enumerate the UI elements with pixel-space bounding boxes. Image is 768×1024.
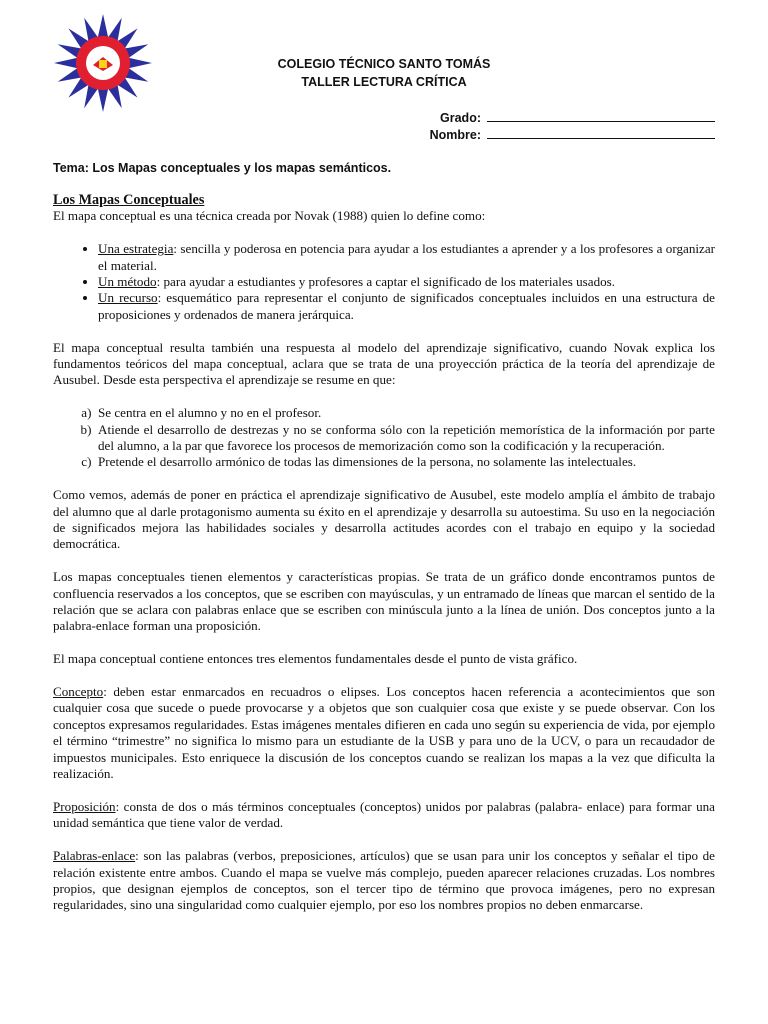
- paragraph: Como vemos, además de poner en práctica el aprendizaje significativo de Ausubel, este modelo amplía el ámbito de trabajo del alumno que al darle protagonismo aumenta su éxito en el aprendizaje y desarrolla su autoestima. Su uso en la negociación de significados mejora las habilidades sociales y desarrolla actitudes acordes con el trabajo en equipo y la sociedad democrática.: [53, 487, 715, 552]
- name-field: [400, 126, 715, 142]
- name-blank-line: [487, 126, 715, 139]
- intro-text: El mapa conceptual es una técnica creada por Novak (1988) quien lo define como:: [53, 208, 486, 224]
- paragraph: Los mapas conceptuales tienen elementos y características propias. Se trata de un gráfico donde encontramos puntos de confluencia reservados a los conceptos, que se escriben con mayúsculas, y un entramado de líneas que marcan el sentido de la relación que se aclara con palabras enlace que se escriben con minúscula junto a la línea de unión. Dos conceptos junto a la palabra-enlace forman una proposición.: [53, 569, 715, 634]
- bullet-term: Una estrategia: [98, 241, 174, 257]
- list-item: c. Pretende el desarrollo armónico de todas las dimensiones de la persona, no solamente las intelectuales.: [98, 454, 715, 470]
- grade-label: Grado:: [440, 111, 481, 125]
- list-item: a. Se centra en el alumno y no en el profesor.: [98, 405, 715, 421]
- paragraph: El mapa conceptual resulta también una respuesta al modelo del aprendizaje significativo, cuando Novak explica los fundamentos teóricos del mapa conceptual, aclara que se trata de una proyección práctica de la teoría del aprendizaje de Ausubel. Desde esta perspectiva el aprendizaje se resume en que:: [53, 339, 715, 388]
- workshop-title: TALLER LECTURA CRÍTICA: [301, 75, 467, 89]
- list-item: [98, 274, 715, 290]
- definition-text: : deben estar enmarcados en recuadros o elipses. Los conceptos hacen referencia a acontecimientos que son cualquier cosa que sucede o puede provocarse y a objetos que son cualquier cosa que existe y se puede observar. Con los conceptos expresamos regularidades. Estas imágenes mentales difieren en cada uno según su experiencia de vida, por ejemplo el término “trimestre” no significa lo mismo para un estudiante de la USB y para uno de la UCV, o para un recaudador de impuestos municipales. Esto enriquece la discusión de los conceptos cuando se realizan los mapas a la vez que dificulta la realización.: [53, 684, 715, 782]
- bullet-term: Un recurso: [98, 290, 158, 306]
- definition-text: : son las palabras (verbos, preposiciones, artículos) que se usan para unir los conceptos y señalar el tipo de relación existente entre ambos. Cuando el mapa se vuelve más complejo, pueden aparecer relaciones cruzadas. Los nombres propios, que designan ejemplos de conceptos, son el tercer tipo de término que provoca imágenes, pero no expresan regularidades, sino una singularidad como cualquier ejemplo, por eso los nombres propios no deben enmarcarse.: [53, 848, 715, 913]
- definition-term: Concepto: [53, 684, 104, 700]
- grade-field: [400, 109, 715, 125]
- definition-text: : consta de dos o más términos conceptuales (conceptos) unidos por palabras (palabra- enlace) para formar una unidad semántica que tiene valor de verdad.: [53, 798, 715, 831]
- definition-term: Proposición: [53, 798, 116, 814]
- list-item: [98, 290, 715, 323]
- list-item: b. Atiende el desarrollo de destrezas y no se conforma sólo con la repetición memorística de la información por parte del alumno, a la par que favorece los procesos de memorización como son la codificación y la recuperación.: [98, 422, 715, 455]
- definition-term: Palabras-enlace: [53, 848, 136, 864]
- grade-blank-line: [487, 109, 715, 122]
- name-label: Nombre:: [429, 128, 481, 142]
- bullet-text: : esquemático para representar el conjunto de significados conceptuales incluidos en una estructura de proposiciones y ordenados de manera jerárquica.: [98, 290, 715, 322]
- paragraph: El mapa conceptual contiene entonces tres elementos fundamentales desde el punto de vista gráfico.: [53, 651, 578, 667]
- concept-definition: [53, 684, 715, 782]
- school-name: COLEGIO TÉCNICO SANTO TOMÁS: [277, 57, 491, 71]
- document-body: [53, 192, 715, 930]
- bullet-term: Un método: [98, 274, 157, 290]
- bullet-text: : sencilla y poderosa en potencia para ayudar a los estudiantes a aprender y a los profesores a organizar el material.: [98, 241, 715, 273]
- proposition-definition: [53, 799, 715, 832]
- topic-heading: Tema: Los Mapas conceptuales y los mapas semánticos.: [53, 161, 392, 175]
- section-title: Los Mapas Conceptuales: [53, 192, 205, 208]
- list-item: [98, 241, 715, 274]
- definition-list: [53, 241, 715, 323]
- learning-list: [53, 405, 715, 471]
- linking-words-definition: [53, 848, 715, 914]
- bullet-text: : para ayudar a estudiantes y profesores a captar el significado de los materiales usados.: [156, 274, 616, 290]
